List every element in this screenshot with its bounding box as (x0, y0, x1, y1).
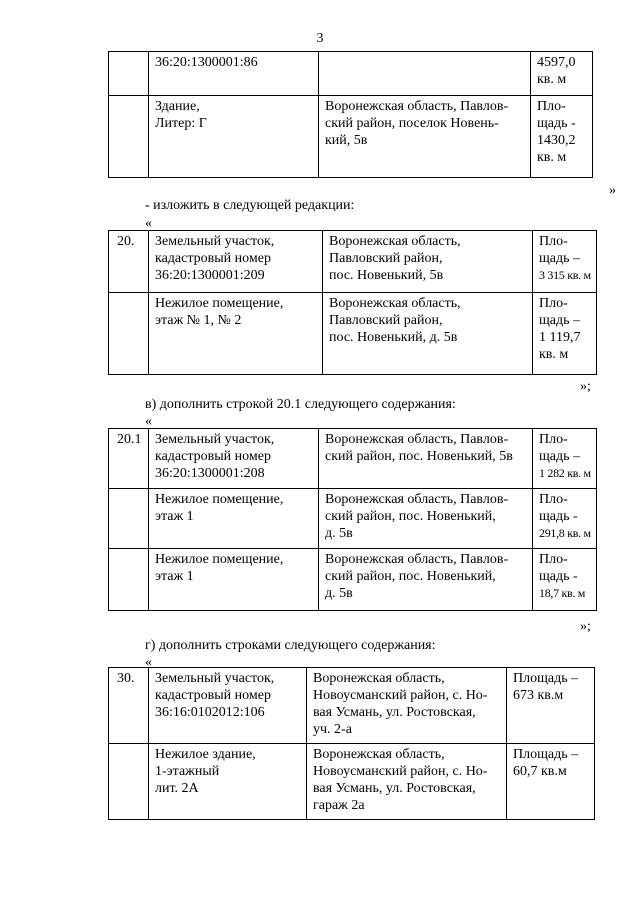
table-row (109, 668, 595, 744)
closing-quote: »; (580, 379, 591, 394)
address-cell: Воронежская область, Новоусманский район, с. Но- вая Усмань, ул. Ростовская, гараж 2а (307, 744, 507, 820)
object-name-cell: Земельный участок, кадастровый номер 36:20:1300001:208 (149, 429, 319, 489)
table-row-30 (108, 667, 595, 820)
table-row (109, 96, 593, 178)
table-row (109, 293, 597, 375)
address-cell: Воронежская область, Новоусманский район, с. Но- вая Усмань, ул. Ростовская, уч. 2-а (307, 668, 507, 744)
object-name-cell: 36:20:1300001:86 (149, 52, 319, 96)
area-cell: Площадь – 60,7 кв.м (507, 744, 595, 820)
opening-quote: « (145, 655, 152, 670)
row-number-cell: 20. (109, 231, 149, 293)
object-name-cell: Нежилое помещение, этаж 1 (149, 489, 319, 549)
row-number-cell (109, 96, 149, 178)
row-number-cell (109, 489, 149, 549)
area-cell: Пло- щадь – 3 315 кв. м (533, 231, 597, 293)
area-cell: Площадь – 673 кв.м (507, 668, 595, 744)
opening-quote: « (145, 216, 152, 231)
object-name-cell: Нежилое помещение, этаж № 1, № 2 (149, 293, 323, 375)
instruction-paragraph: г) дополнить строками следующего содержания: (145, 638, 436, 653)
table-row-20-1 (108, 428, 597, 611)
area-cell: Пло- щадь – 1 282 кв. м (533, 429, 597, 489)
instruction-paragraph: - изложить в следующей редакции: (145, 198, 355, 213)
table-row (109, 744, 595, 820)
area-cell: Пло- щадь – 1 119,7 кв. м (533, 293, 597, 375)
table-row (109, 231, 597, 293)
row-number-cell (109, 744, 149, 820)
address-cell: Воронежская область, Павловский район, пос. Новенький, 5в (323, 231, 533, 293)
area-cell: Пло- щадь - 18,7 кв. м (533, 549, 597, 611)
table-row (109, 52, 593, 96)
closing-quote: » (609, 183, 616, 198)
address-cell: Воронежская область, Павловский район, пос. Новенький, д. 5в (323, 293, 533, 375)
address-cell: Воронежская область, Павлов- ский район, поселок Новень- кий, 5в (319, 96, 531, 178)
row-number-cell (109, 52, 149, 96)
object-name-cell: Нежилое помещение, этаж 1 (149, 549, 319, 611)
object-name-cell: Земельный участок, кадастровый номер 36:20:1300001:209 (149, 231, 323, 293)
address-cell: Воронежская область, Павлов- ский район, пос. Новенький, д. 5в (319, 489, 533, 549)
table-row (109, 549, 597, 611)
object-name-cell: Здание, Литер: Г (149, 96, 319, 178)
row-number-cell: 20.1 (109, 429, 149, 489)
address-cell: Воронежская область, Павлов- ский район, пос. Новенький, д. 5в (319, 549, 533, 611)
page-number: 3 (316, 31, 324, 46)
address-cell: Воронежская область, Павлов- ский район, пос. Новенький, 5в (319, 429, 533, 489)
instruction-paragraph: в) дополнить строкой 20.1 следующего содержания: (145, 397, 456, 412)
row-number-cell: 30. (109, 668, 149, 744)
object-name-cell: Нежилое здание, 1-этажный лит. 2А (149, 744, 307, 820)
row-number-cell (109, 293, 149, 375)
continued-table (108, 51, 593, 178)
area-cell: 4597,0 кв. м (531, 52, 593, 96)
address-cell (319, 52, 531, 96)
table-row (109, 489, 597, 549)
object-name-cell: Земельный участок, кадастровый номер 36:16:0102012:106 (149, 668, 307, 744)
area-cell: Пло- щадь - 1430,2 кв. м (531, 96, 593, 178)
row-number-cell (109, 549, 149, 611)
table-row (109, 429, 597, 489)
closing-quote: »; (580, 619, 591, 634)
table-row-20 (108, 230, 597, 375)
opening-quote: « (145, 414, 152, 429)
area-cell: Пло- щадь - 291,8 кв. м (533, 489, 597, 549)
